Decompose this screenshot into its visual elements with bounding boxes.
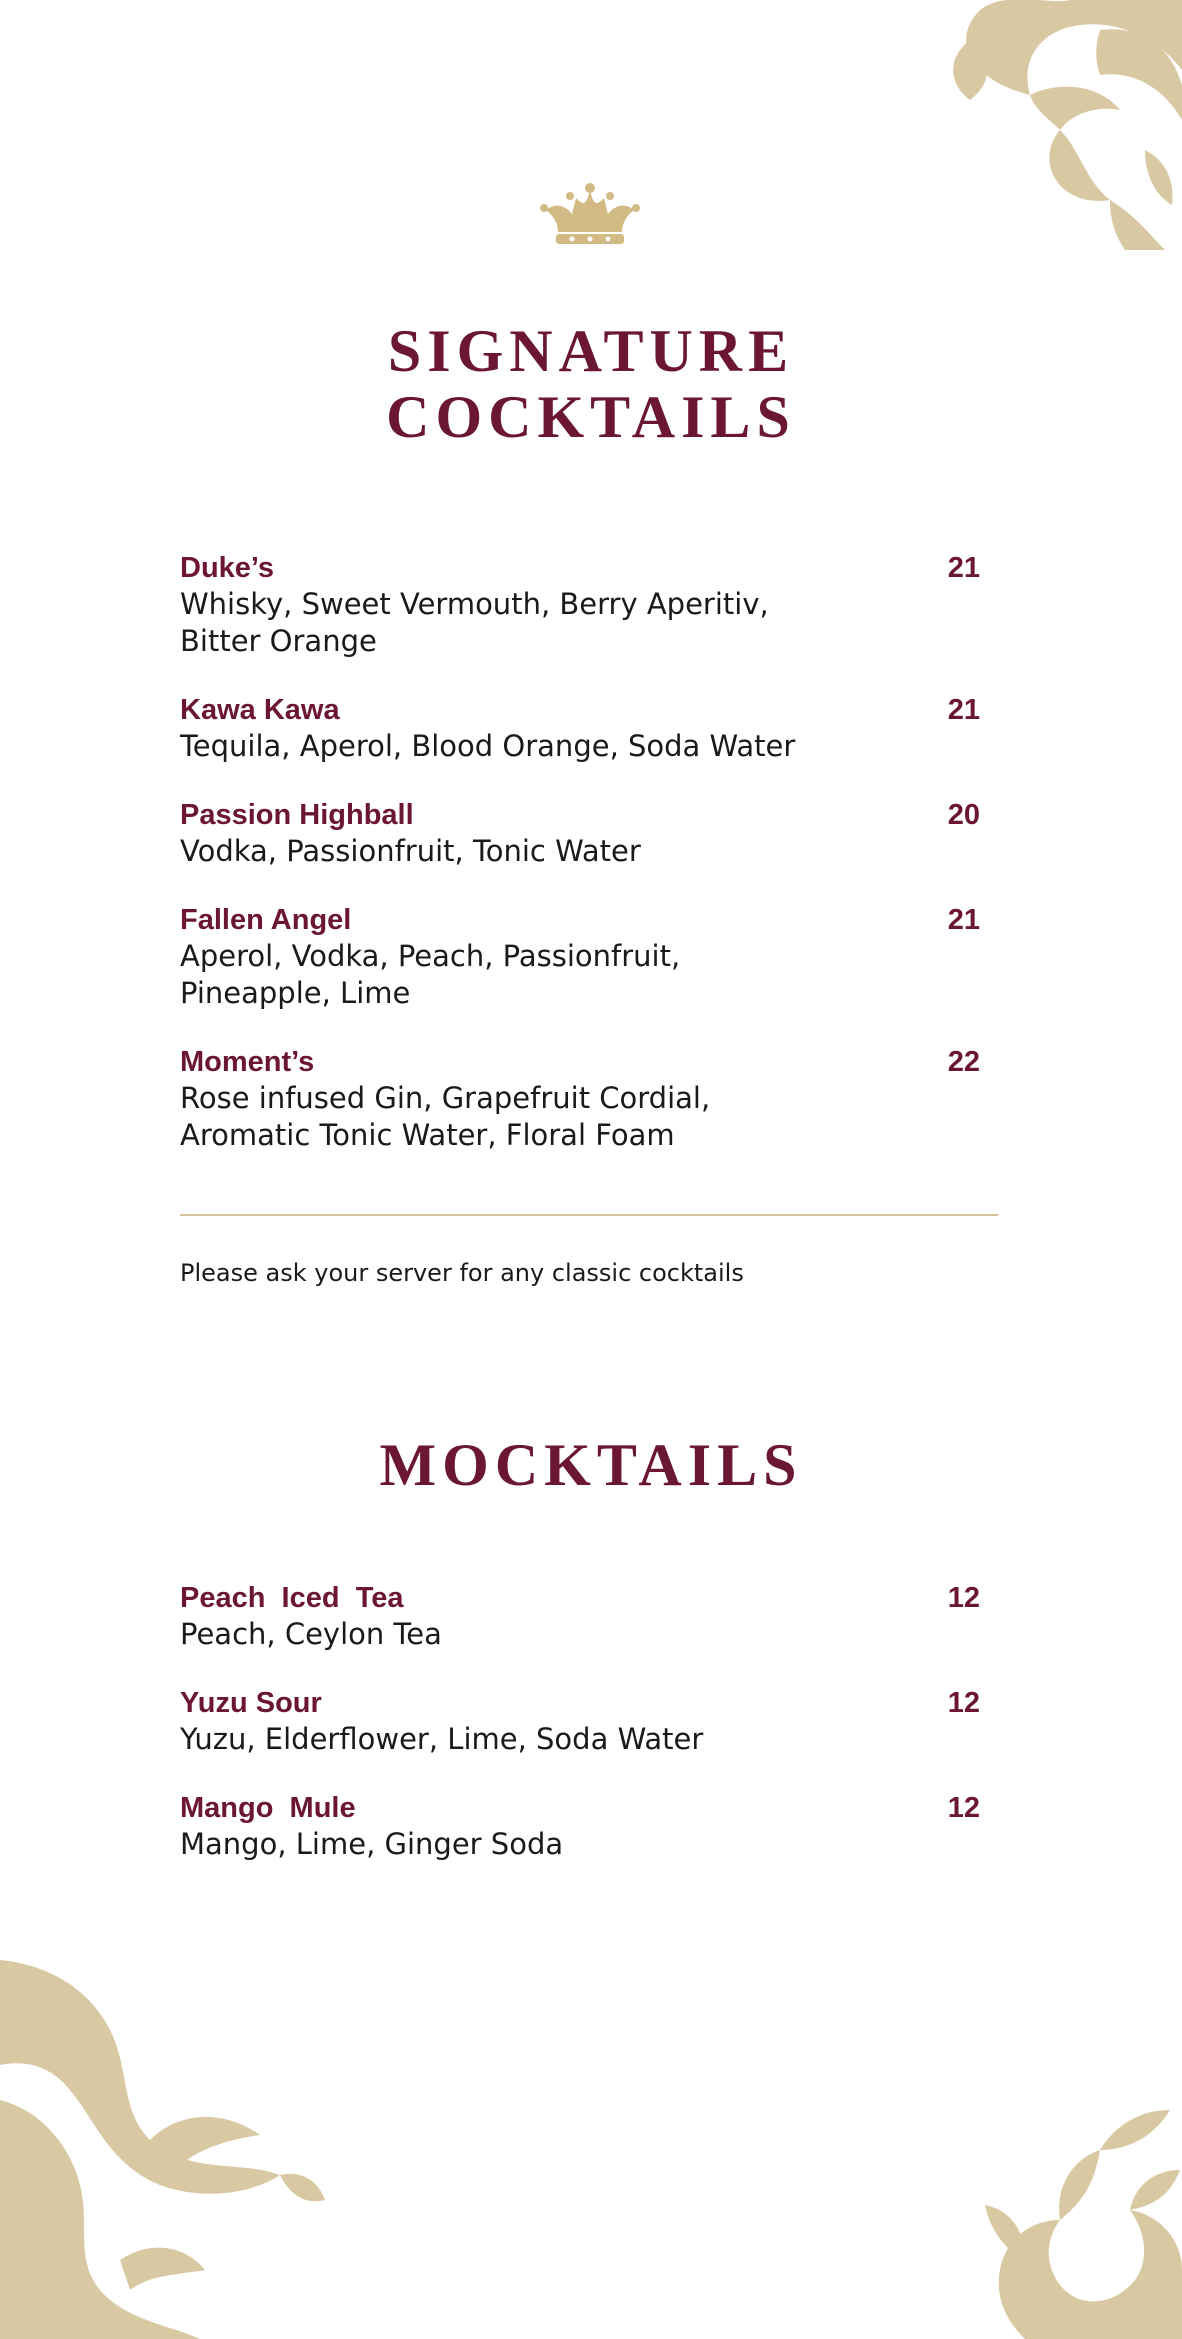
item-price: 12 [947, 1582, 980, 1614]
floral-ornament-top-right [910, 0, 1182, 250]
item-description: Whisky, Sweet Vermouth, Berry Aperitiv, Bitter Orange [180, 587, 769, 658]
item-name: Kawa Kawa [180, 694, 340, 726]
item-price: 21 [947, 694, 980, 726]
item-description: Aperol, Vodka, Peach, Passionfruit, Pineapple, Lime [180, 939, 681, 1010]
item-price: 21 [947, 904, 980, 936]
title-line-1: SIGNATURE [387, 318, 795, 384]
crown-icon [536, 180, 644, 248]
item-name: Moment’s [180, 1046, 315, 1078]
floral-ornament-bottom-left [0, 1960, 330, 2339]
item-price: 21 [947, 552, 980, 584]
signature-cocktails-title [0, 318, 1182, 450]
item-price: 12 [947, 1687, 980, 1719]
item-description: Peach, Ceylon Tea [180, 1617, 442, 1651]
mocktails-title: MOCKTAILS [379, 1432, 803, 1498]
item-name: Mango Mule [180, 1792, 356, 1824]
title-line-2: COCKTAILS [386, 384, 796, 450]
item-name: Fallen Angel [180, 904, 352, 936]
item-description: Mango, Lime, Ginger Soda [180, 1827, 564, 1861]
item-price: 12 [947, 1792, 980, 1824]
item-description: Yuzu, Elderflower, Lime, Soda Water [180, 1722, 704, 1756]
item-price: 20 [947, 799, 980, 831]
item-name: Duke’s [180, 552, 275, 584]
item-description: Rose infused Gin, Grapefruit Cordial, Aromatic Tonic Water, Floral Foam [180, 1081, 711, 1152]
item-name: Passion Highball [180, 799, 414, 831]
section-divider [180, 1214, 998, 1216]
item-name: Yuzu Sour [180, 1687, 322, 1719]
floral-ornament-bottom-right [985, 2090, 1182, 2339]
item-description: Tequila, Aperol, Blood Orange, Soda Water [180, 729, 796, 763]
item-name: Peach Iced Tea [180, 1582, 404, 1614]
item-description: Vodka, Passionfruit, Tonic Water [180, 834, 641, 868]
classic-cocktails-note: Please ask your server for any classic cocktails [180, 1259, 744, 1287]
item-price: 22 [947, 1046, 980, 1078]
